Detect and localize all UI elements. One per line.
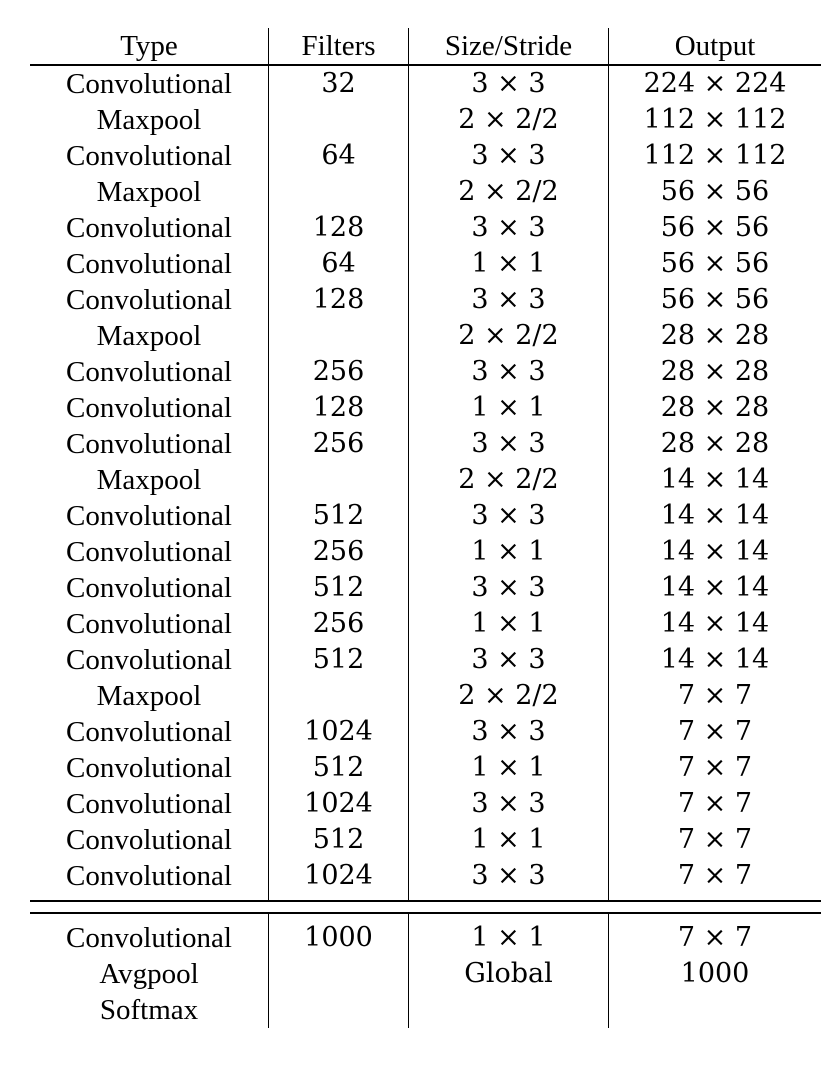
cell-size-stride: 3 × 3 bbox=[408, 138, 608, 174]
cell-size-stride: 3 × 3 bbox=[408, 354, 608, 390]
cell-type: Convolutional bbox=[66, 860, 232, 892]
cell-filters: 256 bbox=[268, 534, 408, 570]
cell-type: Convolutional bbox=[66, 608, 232, 640]
cell-filters: 512 bbox=[268, 822, 408, 858]
cell-type: Maxpool bbox=[96, 176, 202, 208]
cell-type: Convolutional bbox=[66, 140, 232, 172]
table-body bbox=[30, 66, 821, 894]
cell-filters: 256 bbox=[268, 426, 408, 462]
cell-type: Maxpool bbox=[96, 464, 202, 496]
cell-filters: 128 bbox=[268, 282, 408, 318]
cell-type: Convolutional bbox=[66, 248, 232, 280]
cell-type: Convolutional bbox=[66, 500, 232, 532]
cell-output: 7 × 7 bbox=[608, 786, 821, 822]
cell-type: Maxpool bbox=[96, 680, 202, 712]
cell-output: 28 × 28 bbox=[608, 354, 821, 390]
cell-type: Convolutional bbox=[66, 536, 232, 568]
cell-output: 14 × 14 bbox=[608, 570, 821, 606]
cell-filters bbox=[268, 174, 408, 210]
cell-output: 14 × 14 bbox=[608, 642, 821, 678]
cell-output: 28 × 28 bbox=[608, 390, 821, 426]
cell-type: Convolutional bbox=[66, 428, 232, 460]
table-row bbox=[30, 246, 821, 282]
cell-type: Convolutional bbox=[66, 356, 232, 388]
cell-filters: 1024 bbox=[268, 786, 408, 822]
cell-output: 56 × 56 bbox=[608, 210, 821, 246]
cell-filters: 128 bbox=[268, 390, 408, 426]
cell-output: 56 × 56 bbox=[608, 246, 821, 282]
header-type: Type bbox=[120, 30, 178, 62]
cell-size-stride: 1 × 1 bbox=[408, 920, 608, 956]
table-row bbox=[30, 786, 821, 822]
cell-type: Avgpool bbox=[99, 958, 199, 990]
cell-size-stride: 2 × 2/2 bbox=[408, 174, 608, 210]
cell-filters bbox=[268, 462, 408, 498]
cell-size-stride: 2 × 2/2 bbox=[408, 678, 608, 714]
cell-filters: 1024 bbox=[268, 714, 408, 750]
cell-filters: 512 bbox=[268, 498, 408, 534]
cell-size-stride: 3 × 3 bbox=[408, 66, 608, 102]
cell-output: 28 × 28 bbox=[608, 426, 821, 462]
cell-output: 7 × 7 bbox=[608, 822, 821, 858]
cell-size-stride: 1 × 1 bbox=[408, 750, 608, 786]
cell-type: Softmax bbox=[99, 994, 199, 1026]
cell-output: 7 × 7 bbox=[608, 750, 821, 786]
cell-size-stride: 3 × 3 bbox=[408, 426, 608, 462]
table-row bbox=[30, 102, 821, 138]
cell-output: 56 × 56 bbox=[608, 174, 821, 210]
table-row bbox=[30, 570, 821, 606]
table-row bbox=[30, 956, 821, 992]
cell-filters bbox=[268, 992, 408, 1028]
cell-output: 14 × 14 bbox=[608, 606, 821, 642]
cell-output: 28 × 28 bbox=[608, 318, 821, 354]
cell-filters: 64 bbox=[268, 246, 408, 282]
cell-type: Convolutional bbox=[66, 922, 232, 954]
cell-type: Maxpool bbox=[96, 104, 202, 136]
table-tail bbox=[30, 920, 821, 1028]
table-row bbox=[30, 714, 821, 750]
header-size-stride: Size/Stride bbox=[408, 28, 608, 64]
table-row bbox=[30, 390, 821, 426]
cell-size-stride: 1 × 1 bbox=[408, 606, 608, 642]
cell-filters: 512 bbox=[268, 570, 408, 606]
table-row bbox=[30, 354, 821, 390]
cell-type: Convolutional bbox=[66, 752, 232, 784]
header-filters: Filters bbox=[268, 28, 408, 64]
cell-output: 7 × 7 bbox=[608, 920, 821, 956]
cell-output bbox=[608, 992, 821, 1028]
cell-output: 7 × 7 bbox=[608, 714, 821, 750]
cell-filters: 1000 bbox=[268, 920, 408, 956]
table-row bbox=[30, 174, 821, 210]
cell-size-stride: 1 × 1 bbox=[408, 822, 608, 858]
cell-type: Convolutional bbox=[66, 68, 232, 100]
table-row bbox=[30, 858, 821, 894]
cell-filters bbox=[268, 678, 408, 714]
double-rule-divider bbox=[30, 900, 821, 914]
cell-output: 14 × 14 bbox=[608, 462, 821, 498]
table-row bbox=[30, 822, 821, 858]
table-header-row bbox=[30, 28, 821, 66]
cell-output: 56 × 56 bbox=[608, 282, 821, 318]
table-row bbox=[30, 426, 821, 462]
cell-type: Convolutional bbox=[66, 392, 232, 424]
cell-size-stride: 2 × 2/2 bbox=[408, 318, 608, 354]
table-row bbox=[30, 606, 821, 642]
cell-filters: 512 bbox=[268, 642, 408, 678]
cell-size-stride: 2 × 2/2 bbox=[408, 462, 608, 498]
cell-type: Convolutional bbox=[66, 644, 232, 676]
cell-output: 14 × 14 bbox=[608, 534, 821, 570]
cell-type: Convolutional bbox=[66, 716, 232, 748]
table-row bbox=[30, 750, 821, 786]
table-row bbox=[30, 920, 821, 956]
cell-type: Convolutional bbox=[66, 824, 232, 856]
cell-filters: 256 bbox=[268, 354, 408, 390]
cell-type: Convolutional bbox=[66, 572, 232, 604]
cell-size-stride: 3 × 3 bbox=[408, 714, 608, 750]
cell-filters: 64 bbox=[268, 138, 408, 174]
cell-size-stride: 3 × 3 bbox=[408, 498, 608, 534]
cell-size-stride: 1 × 1 bbox=[408, 534, 608, 570]
cell-filters bbox=[268, 318, 408, 354]
cell-size-stride bbox=[408, 992, 608, 1028]
table-row bbox=[30, 282, 821, 318]
cell-size-stride: 3 × 3 bbox=[408, 570, 608, 606]
cell-type: Convolutional bbox=[66, 788, 232, 820]
cell-size-stride: 3 × 3 bbox=[408, 642, 608, 678]
table-row bbox=[30, 318, 821, 354]
table-row bbox=[30, 210, 821, 246]
cell-size-stride: 1 × 1 bbox=[408, 390, 608, 426]
table-row bbox=[30, 534, 821, 570]
cell-output: 14 × 14 bbox=[608, 498, 821, 534]
cell-size-stride: 3 × 3 bbox=[408, 210, 608, 246]
header-output: Output bbox=[608, 28, 821, 64]
cell-output: 1000 bbox=[608, 956, 821, 992]
table-row bbox=[30, 678, 821, 714]
cell-output: 7 × 7 bbox=[608, 678, 821, 714]
cell-filters: 512 bbox=[268, 750, 408, 786]
cell-output: 7 × 7 bbox=[608, 858, 821, 894]
table-row bbox=[30, 138, 821, 174]
cell-type: Maxpool bbox=[96, 320, 202, 352]
cell-filters: 1024 bbox=[268, 858, 408, 894]
table-row bbox=[30, 992, 821, 1028]
cell-output: 224 × 224 bbox=[608, 66, 821, 102]
cell-filters: 128 bbox=[268, 210, 408, 246]
cell-output: 112 × 112 bbox=[608, 102, 821, 138]
cell-filters: 256 bbox=[268, 606, 408, 642]
cell-type: Convolutional bbox=[66, 212, 232, 244]
cell-output: 112 × 112 bbox=[608, 138, 821, 174]
cell-size-stride: 2 × 2/2 bbox=[408, 102, 608, 138]
table-row bbox=[30, 66, 821, 102]
cell-filters bbox=[268, 956, 408, 992]
cell-type: Convolutional bbox=[66, 284, 232, 316]
cell-size-stride: 1 × 1 bbox=[408, 246, 608, 282]
table-row bbox=[30, 462, 821, 498]
cell-size-stride: Global bbox=[408, 956, 608, 992]
cell-filters: 32 bbox=[268, 66, 408, 102]
table-row bbox=[30, 642, 821, 678]
cell-size-stride: 3 × 3 bbox=[408, 786, 608, 822]
architecture-table bbox=[30, 28, 821, 1028]
table-row bbox=[30, 498, 821, 534]
cell-filters bbox=[268, 102, 408, 138]
cell-size-stride: 3 × 3 bbox=[408, 282, 608, 318]
cell-size-stride: 3 × 3 bbox=[408, 858, 608, 894]
